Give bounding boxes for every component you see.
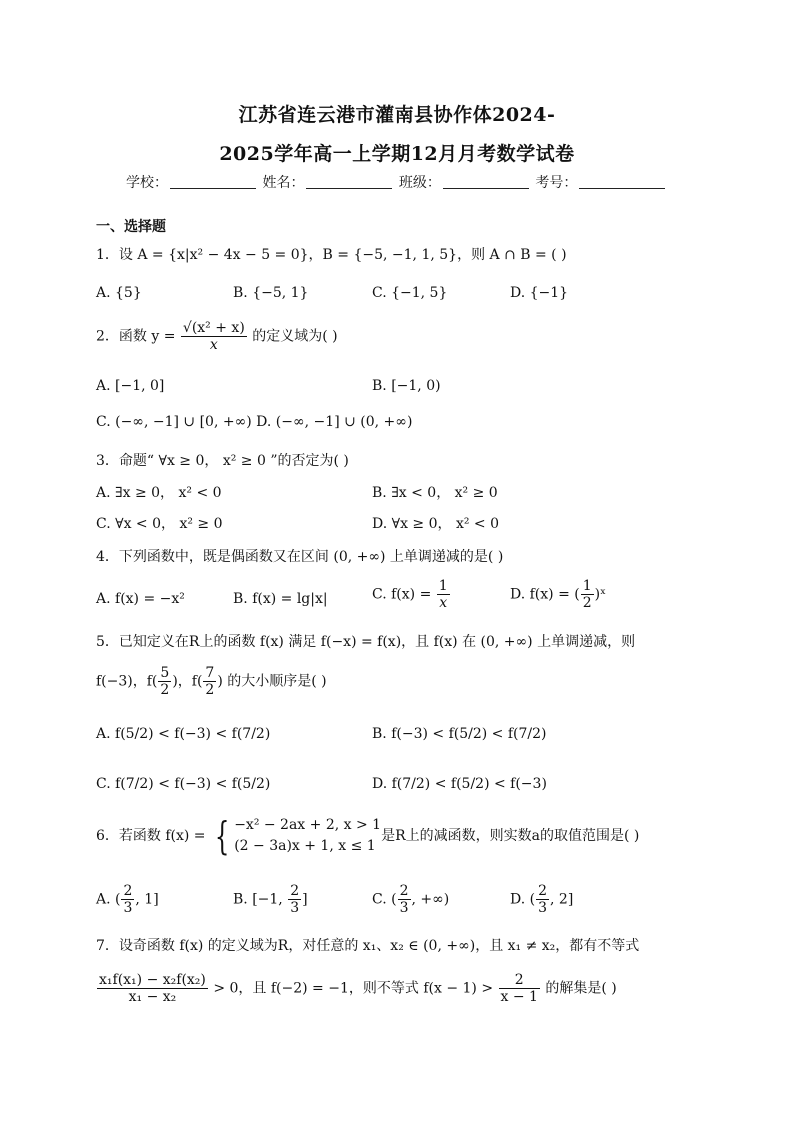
q7-stem-line1: 7．设奇函数 f(x) 的定义域为R，对任意的 x₁、x₂ ∈ (0, +∞)，且 x₁ ≠ x₂，都有不等式 bbox=[96, 938, 640, 954]
q6-a-fraction bbox=[121, 883, 134, 916]
q3-option-d: D. ∀x ≥ 0， x² < 0 bbox=[372, 516, 500, 532]
q6-option-c bbox=[372, 883, 449, 916]
q5-frac-7-2 bbox=[203, 665, 216, 698]
exam-no-label: 考号： bbox=[535, 175, 578, 191]
q4-c-prefix: C. f(x) = bbox=[372, 586, 436, 603]
q4-c-denominator: x bbox=[439, 595, 448, 612]
name-label: 姓名： bbox=[262, 175, 305, 191]
q6-a-prefix: A. ( bbox=[96, 891, 121, 908]
q7-rhs-numerator: 2 bbox=[499, 972, 540, 989]
q2-denominator: x bbox=[209, 337, 218, 354]
q7-suffix: 的解集是( ) bbox=[540, 980, 617, 997]
q7-middle: > 0，且 f(−2) = −1，则不等式 f(x − 1) > bbox=[208, 980, 498, 997]
q6-prefix: 6．若函数 f(x) = bbox=[96, 828, 210, 844]
q6-cases bbox=[234, 815, 381, 857]
q4-option-b: B. f(x) = lg|x| bbox=[233, 591, 328, 607]
q5-stem-line2 bbox=[96, 665, 327, 698]
q7-denominator: x₁ − x₂ bbox=[128, 989, 177, 1006]
q6-brace: { bbox=[214, 814, 230, 858]
q5-option-b: B. f(−3) < f(5/2) < f(7/2) bbox=[372, 726, 547, 742]
q6-b-suffix: ] bbox=[302, 891, 308, 908]
q7-numerator: x₁f(x₁) − x₂f(x₂) bbox=[99, 972, 206, 988]
q5-stem-line1: 5．已知定义在R上的函数 f(x) 满足 f(−x) = f(x)，且 f(x) 在 (0, +∞) 上单调递减，则 bbox=[96, 634, 636, 650]
q2-suffix: 的定义域为( ) bbox=[247, 328, 338, 345]
class-label: 班级： bbox=[398, 175, 441, 191]
q7-rhs-fraction bbox=[499, 972, 540, 1005]
student-info-row bbox=[126, 172, 667, 192]
q5-l2-part-a: f(−3)，f( bbox=[96, 673, 158, 690]
q6-stem bbox=[96, 815, 639, 857]
q6-b-denominator: 3 bbox=[290, 900, 300, 917]
q4-option-d bbox=[510, 578, 606, 611]
q2-prefix: 2．函数 y = bbox=[96, 328, 180, 345]
q1-option-d: D. {−1} bbox=[510, 285, 569, 301]
q5-numerator-7: 7 bbox=[205, 665, 215, 681]
q6-c-numerator: 2 bbox=[399, 883, 409, 899]
q2-option-cd: C. (−∞, −1] ∪ [0, +∞) D. (−∞, −1] ∪ (0, +∞) bbox=[96, 414, 413, 430]
q1-stem: 1．设 A = {x|x² − 4x − 5 = 0}，B = {−5, −1, 1, 5}，则 A ∩ B = ( ) bbox=[96, 247, 567, 263]
q5-option-a: A. f(5/2) < f(−3) < f(7/2) bbox=[96, 726, 271, 742]
q4-d-fraction bbox=[581, 578, 594, 611]
q2-fraction bbox=[181, 320, 247, 353]
q5-option-c: C. f(7/2) < f(−3) < f(5/2) bbox=[96, 776, 271, 792]
class-blank[interactable] bbox=[443, 174, 529, 189]
section-heading: 一、选择题 bbox=[96, 219, 166, 235]
q2-stem bbox=[96, 320, 338, 353]
q4-c-numerator: 1 bbox=[438, 578, 448, 594]
q6-a-suffix: , 1] bbox=[135, 891, 159, 908]
q6-d-denominator: 3 bbox=[538, 900, 548, 917]
q1-option-c: C. {−1, 5} bbox=[372, 285, 448, 301]
q6-b-numerator: 2 bbox=[290, 883, 300, 899]
q5-l2-part-c: ) 的大小顺序是( ) bbox=[217, 673, 327, 690]
q4-option-a: A. f(x) = −x² bbox=[96, 591, 185, 607]
title-line-2: 2025学年高一上学期12月月考数学试卷 bbox=[219, 143, 575, 165]
q3-option-c: C. ∀x < 0， x² ≥ 0 bbox=[96, 516, 223, 532]
q6-option-d bbox=[510, 883, 573, 916]
q6-case-2: (2 − 3a)x + 1, x ≤ 1 bbox=[234, 838, 376, 854]
q6-b-prefix: B. [−1, bbox=[233, 891, 288, 908]
q6-d-numerator: 2 bbox=[538, 883, 548, 899]
q6-a-numerator: 2 bbox=[123, 883, 133, 899]
q6-c-fraction bbox=[398, 883, 411, 916]
q6-case-1: −x² − 2ax + 2, x > 1 bbox=[234, 817, 382, 833]
q1-option-b: B. {−5, 1} bbox=[233, 285, 309, 301]
q5-option-d: D. f(7/2) < f(5/2) < f(−3) bbox=[372, 776, 547, 792]
q6-d-fraction bbox=[536, 883, 549, 916]
school-label: 学校： bbox=[126, 175, 168, 191]
q4-d-numerator: 1 bbox=[582, 578, 592, 594]
q4-d-denominator: 2 bbox=[582, 595, 592, 612]
q6-option-b bbox=[233, 883, 308, 916]
q5-numerator-5: 5 bbox=[160, 665, 170, 681]
q7-rhs-denominator: x − 1 bbox=[500, 989, 538, 1006]
q7-fraction bbox=[97, 972, 208, 1005]
q6-a-denominator: 3 bbox=[123, 900, 133, 917]
q2-option-a: A. [−1, 0] bbox=[96, 378, 165, 394]
q3-option-a: A. ∃x ≥ 0， x² < 0 bbox=[96, 485, 222, 501]
q1-option-a: A. {5} bbox=[96, 285, 142, 301]
title-line-1: 江苏省连云港市灌南县协作体2024- bbox=[238, 104, 556, 126]
q3-option-b: B. ∃x < 0， x² ≥ 0 bbox=[372, 485, 498, 501]
q6-d-suffix: , 2] bbox=[550, 891, 574, 908]
q5-frac-5-2 bbox=[158, 665, 171, 698]
q2-numerator: √(x² + x) bbox=[182, 320, 245, 336]
q4-option-c bbox=[372, 578, 451, 611]
q5-denominator-2a: 2 bbox=[160, 682, 170, 699]
school-blank[interactable] bbox=[170, 174, 256, 189]
q6-c-denominator: 3 bbox=[399, 900, 409, 917]
q2-option-b: B. [−1, 0) bbox=[372, 378, 441, 394]
q4-stem: 4．下列函数中，既是偶函数又在区间 (0, +∞) 上单调递减的是( ) bbox=[96, 549, 504, 565]
q5-denominator-2b: 2 bbox=[205, 682, 215, 699]
q3-stem: 3．命题“ ∀x ≥ 0， x² ≥ 0 ”的否定为( ) bbox=[96, 453, 349, 469]
q4-d-suffix: )ˣ bbox=[594, 586, 607, 603]
q4-d-prefix: D. f(x) = ( bbox=[510, 586, 580, 603]
q6-b-fraction bbox=[288, 883, 301, 916]
q6-d-prefix: D. ( bbox=[510, 891, 536, 908]
q4-c-fraction bbox=[437, 578, 450, 611]
q6-option-a bbox=[96, 883, 159, 916]
name-blank[interactable] bbox=[306, 174, 392, 189]
q5-l2-part-b: )，f( bbox=[172, 673, 203, 690]
q7-stem-line2 bbox=[96, 972, 617, 1005]
exam-no-blank[interactable] bbox=[579, 174, 665, 189]
q6-c-suffix: , +∞) bbox=[411, 891, 450, 908]
q6-suffix: 是R上的减函数，则实数a的取值范围是( ) bbox=[381, 828, 640, 844]
q6-c-prefix: C. ( bbox=[372, 891, 397, 908]
